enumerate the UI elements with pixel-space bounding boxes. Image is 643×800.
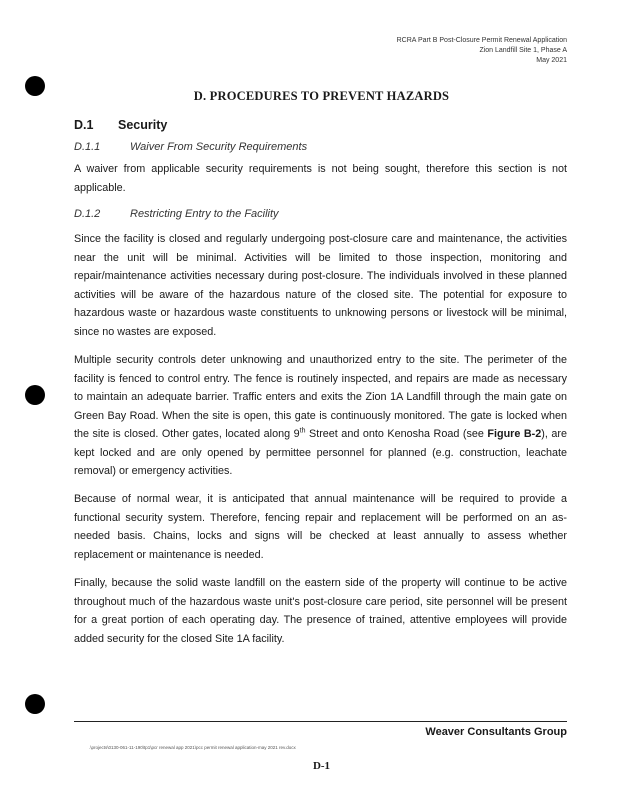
text-run: ), are kept locked and are only opened by permittee personnel for planned (e.g. construction, leachate removal) or emergency activities. — [74, 428, 568, 477]
section-heading-d1 — [74, 118, 167, 132]
page-number: D-1 — [312, 760, 331, 772]
section-number: D.1 — [74, 118, 94, 132]
text-run: Multiple security controls deter unknowing and unauthorized entry to the site. The perimeter of the facility is fenced to control entry. The fence is routinely inspected, and repairs are made as necessary to maintain an adequate barrier. Traffic enters and exits the Zion 1A Landfill through the main gate on Green Bay Road. When the site is open, this gate is continuously monitored. The gate is locked when the site is closed. Other gates, located along 9 — [74, 354, 567, 440]
text-run: Street and onto Kenosha Road (see — [305, 428, 488, 440]
paragraph-restricting-entry: Since the facility is closed and regularly undergoing post-closure care and maintenance, the activities near the unit will be minimal. Activities will be limited to those inspection, monitoring and repair/maintenance activities necessary during post-closure. The individuals involved in these planned activities will be aware of the hazardous nature of the closed site. The potential for exposure to hazardous waste or hazardous waste constituents to unknowing persons or livestock will be minimal, since no wastes are exposed. — [74, 233, 567, 338]
header-line-3: May 2021 — [536, 57, 567, 64]
subsection-number: D.1.2 — [74, 208, 101, 220]
section-title: Security — [118, 118, 168, 132]
punch-hole-bottom — [25, 694, 45, 714]
header-line-2: Zion Landfill Site 1, Phase A — [479, 47, 567, 54]
paragraph-finally: Finally, because the solid waste landfill on the eastern side of the property will continue to be active throughout much of the hazardous waste unit's post-closure care period, site personnel will be present for a great portion of each operating day. The presence of trained, attentive employees will provide added security for the closed Site 1A facility. — [74, 577, 567, 645]
paragraph-security-controls — [74, 351, 567, 481]
page-title: D. PROCEDURES TO PREVENT HAZARDS — [193, 89, 450, 103]
superscript: th — [299, 427, 306, 435]
footer-divider — [74, 721, 567, 722]
paragraph-waiver: A waiver from applicable security requirements is not being sought, therefore this section is not applicable. — [74, 163, 567, 194]
subsection-heading-d12 — [74, 208, 279, 220]
subsection-title: Waiver From Security Requirements — [130, 141, 308, 153]
punch-hole-middle — [25, 385, 45, 405]
file-path: .\projects\0130-061-11-190\tp1\pcr renewal app 2021\pcc permit renewal application-may 2021 rev.docx — [89, 745, 296, 750]
figure-reference: Figure B-2 — [487, 428, 542, 440]
header-line-1: RCRA Part B Post-Closure Permit Renewal Application — [396, 37, 567, 44]
subsection-title: Restricting Entry to the Facility — [130, 208, 279, 220]
subsection-heading-d11 — [74, 141, 307, 153]
paragraph-maintenance: Because of normal wear, it is anticipated that annual maintenance will be required to provide a functional security system. Therefore, fencing repair and replacement will be performed on an as-needed basis. Chains, locks and signs will be checked at least annually to assess whether replacement or maintenance is needed. — [74, 493, 567, 561]
company-name: Weaver Consultants Group — [425, 726, 567, 738]
running-header — [397, 36, 567, 66]
subsection-number: D.1.1 — [74, 141, 101, 153]
